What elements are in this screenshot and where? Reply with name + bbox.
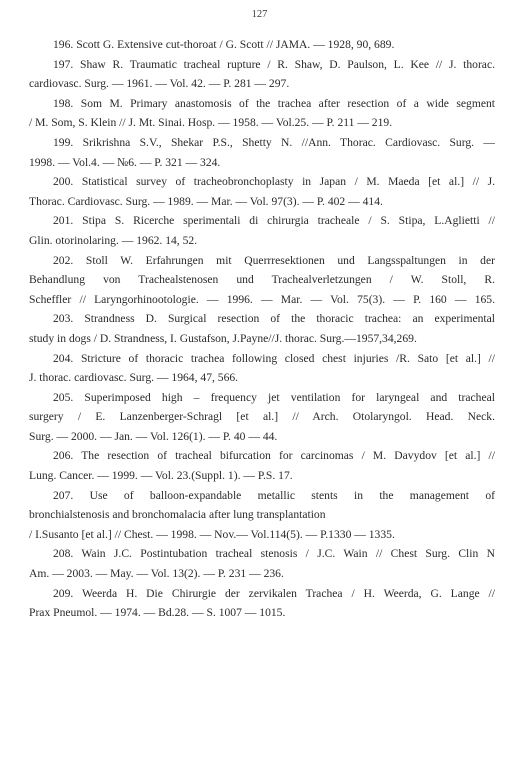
reference-item [29, 94, 495, 133]
reference-line: Behandlung von Trachealstenosen und Trachealverletzungen / W. Stoll, R. [29, 273, 495, 287]
reference-line: Glin. otorinolaring. — 1962. 14, 52. [29, 233, 198, 247]
reference-line: J. thorac. cardiovasc. Surg. — 1964, 47, 566. [29, 371, 239, 385]
reference-line: 208. Wain J.C. Postintubation tracheal stenosis / J.C. Wain // Chest Surg. Clin N [53, 547, 495, 561]
reference-item [29, 486, 495, 545]
reference-line: Thorac. Cardiovasc. Surg. — 1989. — Mar. — Vol. 97(3). — P. 402 — 414. [29, 194, 383, 208]
reference-line: 209. Weerda H. Die Chirurgie der zervikalen Trachea / H. Weerda, G. Lange // [53, 586, 495, 600]
reference-line: bronchialstenosis and bronchomalacia after lung transplantation [29, 508, 326, 522]
reference-line: 207. Use of balloon-expandable metallic stents in the management of [53, 488, 495, 502]
reference-item [29, 584, 495, 623]
reference-item [29, 211, 495, 250]
reference-item [29, 133, 495, 172]
reference-line: 206. The resection of tracheal bifurcation for carcinomas / M. Davydov [et al.] // [53, 449, 495, 463]
reference-list [29, 35, 495, 623]
reference-line: cardiovasc. Surg. — 1961. — Vol. 42. — P. 281 — 297. [29, 77, 290, 91]
reference-item [29, 251, 495, 310]
reference-line: Lung. Cancer. — 1999. — Vol. 23.(Suppl. 1). — P.S. 17. [29, 469, 293, 483]
reference-line: surgery / E. Lanzenberger-Schragl [et al.] // Arch. Otolaryngol. Head. Neck. [29, 410, 495, 424]
reference-line: Am. — 2003. — May. — Vol. 13(2). — P. 231 — 236. [29, 567, 284, 581]
reference-line: 197. Shaw R. Traumatic tracheal rupture / R. Shaw, D. Paulson, L. Kee // J. thorac. [53, 57, 495, 71]
reference-line: 200. Statistical survey of tracheobronchoplasty in Japan / M. Maeda [et al.] // J. [53, 175, 495, 189]
reference-line: / I.Susanto [et al.] // Chest. — 1998. — Nov.— Vol.114(5). — P.1330 — 1335. [29, 527, 395, 541]
reference-line: Scheffler // Laryngorhinootologie. — 1996. — Mar. — Vol. 75(3). — P. 160 — 165. [29, 292, 495, 306]
reference-item [29, 55, 495, 94]
reference-line: Surg. — 2000. — Jan. — Vol. 126(1). — P. 40 — 44. [29, 429, 278, 443]
reference-line: 1998. — Vol.4. — №6. — P. 321 — 324. [29, 155, 221, 169]
page-number: 127 [251, 9, 268, 20]
reference-item [29, 309, 495, 348]
reference-item [29, 35, 495, 55]
reference-line: 199. Srikrishna S.V., Shekar P.S., Shetty N. //Ann. Thorac. Cardiovasc. Surg. — [53, 135, 495, 149]
reference-item [29, 172, 495, 211]
reference-line: 202. Stoll W. Erfahrungen mit Querrresektionen und Langsspaltungen in der [53, 253, 495, 267]
reference-item [29, 544, 495, 583]
reference-line: 205. Superimposed high – frequency jet ventilation for laryngeal and tracheal [53, 390, 495, 404]
reference-item [29, 446, 495, 485]
reference-line: 203. Strandness D. Surgical resection of the thoracic trachea: an experimental [53, 312, 495, 326]
reference-line: Prax Pneumol. — 1974. — Bd.28. — S. 1007 — 1015. [29, 606, 286, 620]
reference-item [29, 388, 495, 447]
reference-line: 196. Scott G. Extensive cut-thoroat / G. Scott // JAMA. — 1928, 90, 689. [53, 38, 395, 51]
reference-line: 204. Stricture of thoracic trachea following closed chest injuries /R. Sato [et al.] // [53, 351, 495, 365]
reference-line: 201. Stipa S. Ricerche sperimentali di chirurgia tracheale / S. Stipa, L.Aglietti // [53, 214, 495, 228]
reference-line: / M. Som, S. Klein // J. Mt. Sinai. Hosp. — 1958. — Vol.25. — P. 211 — 219. [29, 116, 393, 130]
reference-line: 198. Som M. Primary anastomosis of the trachea after resection of a wide segment [53, 96, 495, 110]
reference-line: study in dogs / D. Strandness, I. Gustafson, J.Payne//J. thorac. Surg.—1957,34,269. [29, 331, 417, 345]
reference-item [29, 349, 495, 388]
